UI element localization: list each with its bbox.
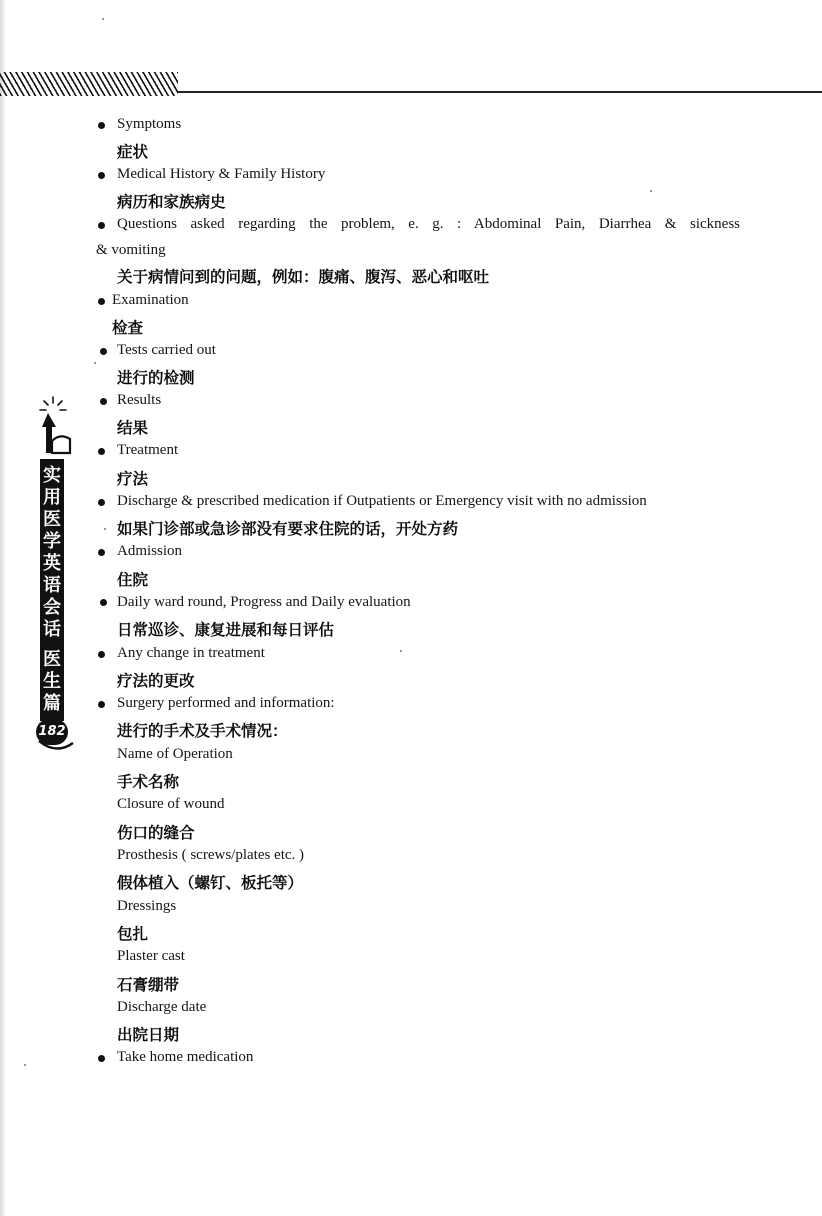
bullet-dot bbox=[98, 701, 105, 708]
bullet-dot bbox=[100, 599, 107, 606]
item-history-en: Medical History & Family History bbox=[117, 166, 326, 182]
item-symptoms-en: Symptoms bbox=[117, 116, 182, 132]
bullet-dot bbox=[98, 222, 105, 229]
surgery-sub-item-en: Closure of wound bbox=[117, 796, 225, 812]
side-title-char: 学 bbox=[43, 531, 61, 552]
side-section-char: 医 bbox=[43, 649, 61, 670]
bullet-dot bbox=[98, 499, 105, 506]
item-discharge-zh: 如果门诊部或急诊部没有要求住院的话，开处方药 bbox=[117, 520, 459, 538]
surgery-sub-item-zh: 手术名称 bbox=[117, 773, 180, 791]
scan-speck bbox=[400, 650, 402, 652]
item-ward-round-zh: 日常巡诊、康复进展和每日评估 bbox=[117, 621, 335, 639]
item-treatment-zh: 疗法 bbox=[117, 470, 149, 488]
surgery-sub-item-en: Discharge date bbox=[117, 999, 207, 1015]
surgery-sub-item-en: Dressings bbox=[117, 898, 177, 914]
scan-speck bbox=[104, 528, 106, 530]
surgery-sub-item-en: Prosthesis ( screws/plates etc. ) bbox=[117, 847, 305, 863]
item-examination-en: Examination bbox=[112, 292, 189, 308]
item-surgery-en: Surgery performed and information: bbox=[117, 695, 335, 711]
item-symptoms-zh: 症状 bbox=[117, 143, 149, 161]
page-number: 182 bbox=[36, 719, 68, 745]
scan-speck bbox=[24, 1064, 26, 1066]
side-title-char: 实 bbox=[43, 465, 61, 486]
item-ward-round-en: Daily ward round, Progress and Daily evaluation bbox=[117, 594, 411, 610]
bullet-dot bbox=[98, 549, 105, 556]
item-tests-zh: 进行的检测 bbox=[117, 369, 195, 387]
surgery-sub-item-zh: 伤口的缝合 bbox=[117, 824, 195, 842]
item-results-en: Results bbox=[117, 392, 162, 408]
side-section-char: 篇 bbox=[43, 693, 61, 714]
item-change-en: Any change in treatment bbox=[117, 645, 265, 661]
item-take-home-en: Take home medication bbox=[117, 1049, 254, 1065]
bullet-dot bbox=[98, 651, 105, 658]
bullet-dot bbox=[98, 448, 105, 455]
item-admission-zh: 住院 bbox=[117, 571, 149, 589]
bullet-dot bbox=[98, 122, 105, 129]
item-surgery-zh: 进行的手术及手术情况： bbox=[117, 722, 288, 740]
item-questions-en-line1: Questions asked regarding the problem, e. g. : Abdominal Pain, Diarrhea & sickness bbox=[117, 216, 740, 232]
bullet-dot bbox=[100, 398, 107, 405]
side-title-char: 话 bbox=[43, 619, 61, 640]
bullet-dot bbox=[98, 172, 105, 179]
item-questions-en-line2: & vomiting bbox=[96, 242, 166, 258]
item-discharge-en: Discharge & prescribed medication if Outpatients or Emergency visit with no admission bbox=[117, 493, 647, 509]
side-title-char: 医 bbox=[43, 509, 61, 530]
surgery-sub-item-zh: 出院日期 bbox=[117, 1026, 180, 1044]
item-questions-zh: 关于病情问到的问题，例如：腹痛、腹泻、恶心和呕吐 bbox=[117, 268, 490, 286]
item-history-zh: 病历和家族病史 bbox=[117, 193, 226, 211]
item-change-zh: 疗法的更改 bbox=[117, 672, 195, 690]
item-admission-en: Admission bbox=[117, 543, 183, 559]
surgery-sub-item-zh: 假体植入（螺钉、板托等） bbox=[117, 874, 304, 892]
item-examination-zh: 检查 bbox=[112, 319, 144, 337]
surgery-sub-item-zh: 石膏绷带 bbox=[117, 976, 180, 994]
item-results-zh: 结果 bbox=[117, 419, 149, 437]
surgery-sub-item-en: Plaster cast bbox=[117, 948, 185, 964]
side-title-char: 会 bbox=[43, 597, 61, 618]
bullet-dot bbox=[98, 1055, 105, 1062]
bullet-dot bbox=[98, 298, 105, 305]
surgery-sub-item-zh: 包扎 bbox=[117, 925, 149, 943]
scan-speck bbox=[94, 362, 96, 364]
item-treatment-en: Treatment bbox=[117, 442, 179, 458]
scan-speck bbox=[102, 18, 104, 20]
surgery-sub-item-en: Name of Operation bbox=[117, 746, 233, 762]
item-tests-en: Tests carried out bbox=[117, 342, 216, 358]
side-title-char: 语 bbox=[43, 575, 61, 596]
scan-speck bbox=[650, 190, 652, 192]
side-title-char: 用 bbox=[43, 487, 61, 508]
side-title-char: 英 bbox=[43, 553, 61, 574]
bullet-dot bbox=[100, 348, 107, 355]
side-section-char: 生 bbox=[43, 671, 61, 692]
